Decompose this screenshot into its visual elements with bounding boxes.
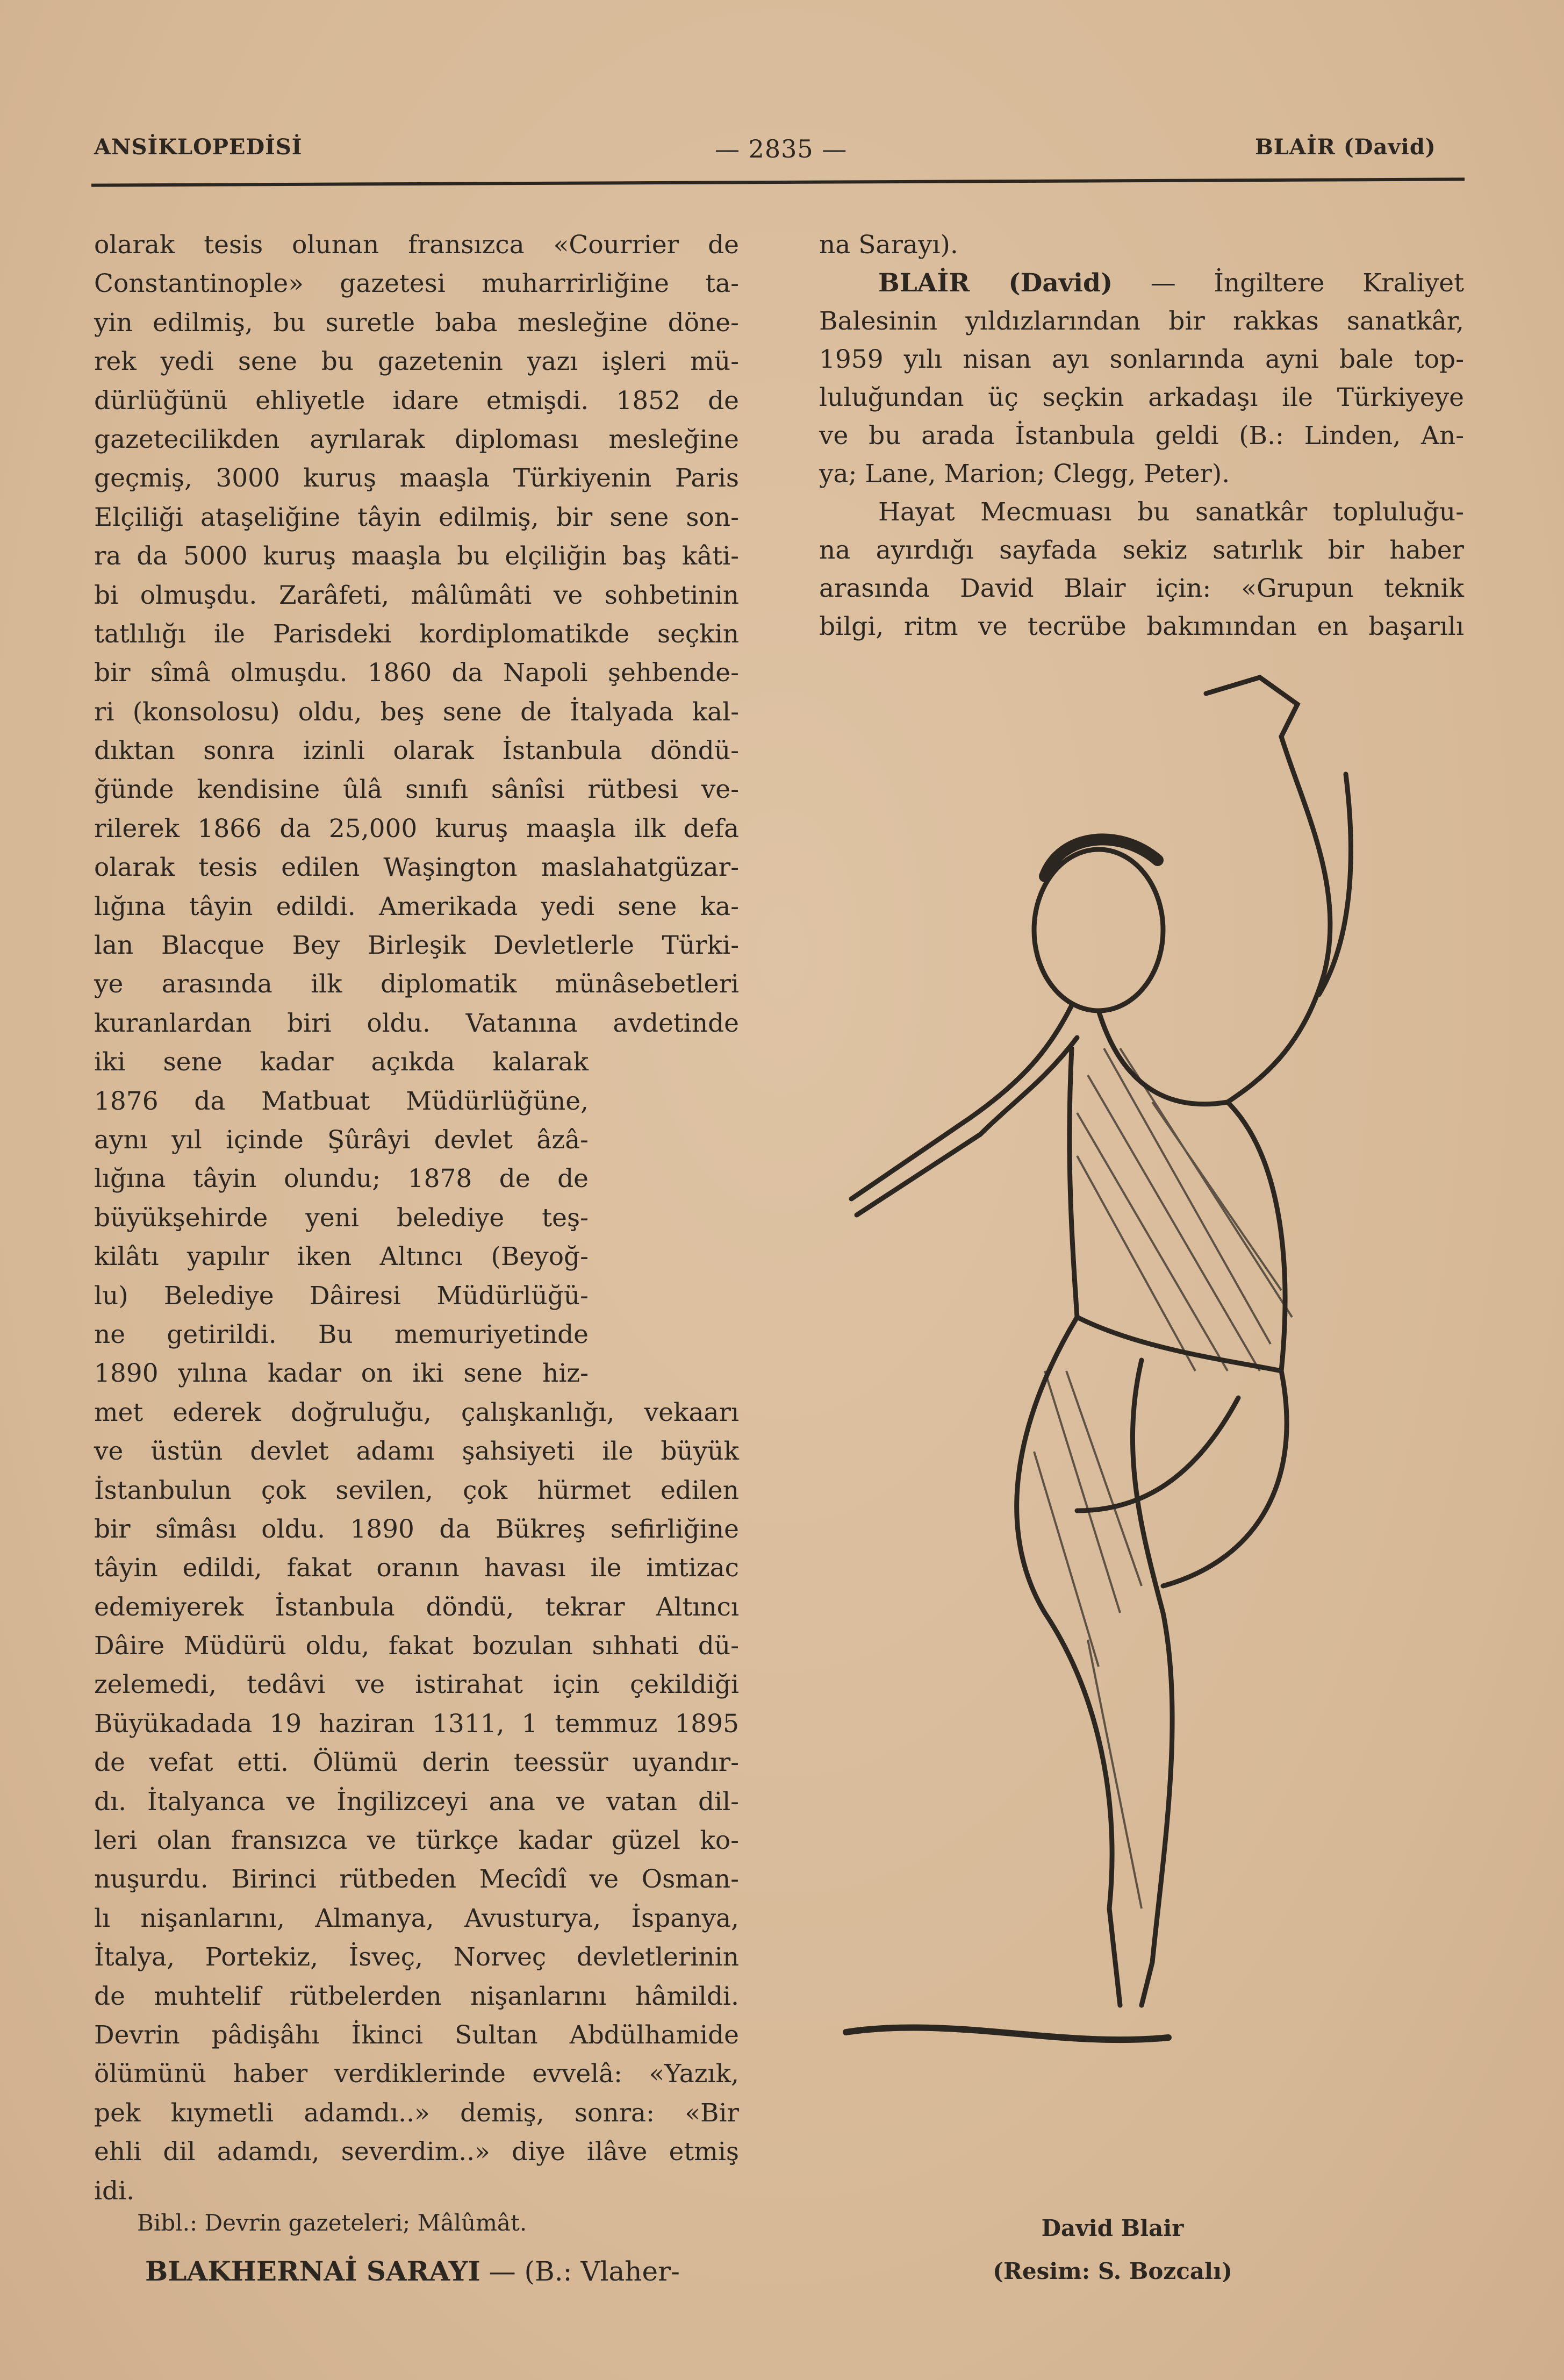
text-line: lan Blacque Bey Birleşik Devletlerle Türki-	[94, 931, 739, 961]
figure-credit: (Resim: S. Bozcalı)	[993, 2258, 1232, 2284]
text-line: ve üstün devlet adamı şahsiyeti ile büyük	[94, 1436, 739, 1467]
text-line: İtalya, Portekiz, İsveç, Norveç devletlerinin	[94, 1942, 739, 1972]
text-line: bi olmuşdu. Zarâfeti, mâlûmâti ve sohbetinin	[94, 580, 739, 610]
text-line: arasında David Blair için: «Grupun teknik	[819, 574, 1464, 603]
text-line: Balesinin yıldızlarından bir rakkas sanatkâr,	[819, 306, 1464, 336]
text-line: bir sîmâ olmuşdu. 1860 da Napoli şehbende-	[94, 658, 739, 688]
entry-title: BLAİR (David)	[878, 268, 1113, 298]
text-line: kuranlardan biri oldu. Vatanına avdetinde	[94, 1008, 739, 1038]
figure-caption: David Blair	[1041, 2215, 1184, 2241]
text-line: olarak tesis edilen Waşington maslahatgüzar-	[94, 853, 739, 883]
next-entry	[145, 2255, 680, 2287]
text-line: ne getirildi. Bu memuriyetinde	[94, 1319, 589, 1349]
right-column	[819, 226, 1464, 646]
text-line: nuşurdu. Birinci rütbeden Mecîdî ve Osman-	[94, 1864, 739, 1895]
text-line: büyükşehirde yeni belediye teş-	[94, 1203, 589, 1233]
text-line: Constantinople» gazetesi muharrirliğine ta-	[94, 269, 739, 299]
text-line: kilâtı yapılır iken Altıncı (Beyoğ-	[94, 1242, 589, 1272]
text-line: de vefat etti. Ölümü derin teessür uyandır-	[94, 1748, 739, 1778]
text-line: ölümünü haber verdiklerinde evvelâ: «Yazık,	[94, 2059, 739, 2089]
text-line: olarak tesis olunan fransızca «Courrier de	[94, 230, 739, 260]
text-line: iki sene kadar açıkda kalarak	[94, 1047, 589, 1077]
text-line: met ederek doğruluğu, çalışkanlığı, vekaarı	[94, 1397, 739, 1427]
text-line: edemiyerek İstanbula döndü, tekrar Altıncı	[94, 1592, 739, 1622]
text-line: de muhtelif rütbelerden nişanlarını hâmildi.	[94, 1981, 739, 2011]
text-line: zelemedi, tedâvi ve istirahat için çekildiği	[94, 1670, 739, 1700]
next-entry-title: BLAKHERNAİ SARAYI	[145, 2255, 480, 2287]
text-line: gazetecilikden ayrılarak diploması mesleğine	[94, 424, 739, 454]
text-line: Hayat Mecmuası bu sanatkâr topluluğu-	[878, 497, 1464, 527]
page-number: — 2835 —	[715, 134, 848, 163]
text-line: ehli dil adamdı, severdim..» diye ilâve etmiş	[94, 2137, 739, 2167]
text-line: ya; Lane, Marion; Clegg, Peter).	[819, 459, 1230, 489]
text-line: bilgi, ritm ve tecrübe bakımından en başarılı	[819, 612, 1464, 641]
text-line: bir sîmâsı oldu. 1890 da Bükreş sefirliğine	[94, 1514, 739, 1544]
text-line: lu) Belediye Dâiresi Müdürlüğü-	[94, 1281, 589, 1311]
text-line: tatlılığı ile Parisdeki kordiplomatikde seçkin	[94, 619, 739, 649]
head	[1034, 849, 1163, 1011]
text-line: 1959 yılı nisan ayı sonlarında ayni bale top-	[819, 345, 1464, 374]
text-line: luluğundan üç seçkin arkadaşı ile Türkiyeye	[819, 383, 1464, 412]
text-line: İstanbulun çok sevilen, çok hürmet edilen	[94, 1475, 739, 1505]
header-encyclopedia: ANSİKLOPEDİSİ	[94, 134, 303, 160]
text-line: aynı yıl içinde Şûrâyi devlet âzâ-	[94, 1125, 589, 1155]
text-line: leri olan fransızca ve türkçe kadar güzel ko-	[94, 1826, 739, 1856]
text-line: yin edilmiş, bu suretle baba mesleğine döne-	[94, 308, 739, 338]
text-line: ra da 5000 kuruş maaşla bu elçiliğin baş kâti-	[94, 541, 739, 571]
raised-leg	[1163, 1371, 1287, 1586]
dancer-illustration	[819, 672, 1464, 2231]
text-line: lı nişanlarını, Almanya, Avusturya, İspanya,	[94, 1903, 739, 1933]
text-line: dürlüğünü ehliyetle idare etmişdi. 1852 de	[94, 385, 739, 416]
text-line: tâyin edildi, fakat oranın havası ile imtizac	[94, 1553, 739, 1583]
entry-heading-line	[819, 264, 1464, 302]
right-lines	[819, 302, 1464, 646]
text-line: ye arasında ilk diplomatik münâsebetleri	[94, 969, 739, 999]
text-line: 1890 yılına kadar on iki sene hiz-	[94, 1359, 589, 1389]
text-line: na ayırdığı sayfada sekiz satırlık bir haber	[819, 535, 1464, 565]
text-line: Devrin pâdişâhı İkinci Sultan Abdülhamide	[94, 2020, 739, 2050]
text-line: lığına tâyin olundu; 1878 de de	[94, 1164, 589, 1194]
ground-shadow	[846, 2027, 1168, 2040]
text-line: ri (konsolosu) oldu, beş sene de İtalyada kal-	[94, 697, 739, 727]
text-line: pek kıymetli adamdı..» demiş, sonra: «Bir	[94, 2098, 739, 2128]
text-line: rilerek 1866 da 25,000 kuruş maaşla ilk defa	[94, 813, 739, 844]
header-entry: BLAİR (David)	[1255, 134, 1436, 160]
raised-hand	[1206, 677, 1297, 737]
text-line: rek yedi sene bu gazetenin yazı işleri mü-	[94, 347, 739, 377]
left-column	[94, 226, 739, 2211]
text-line: dı. İtalyanca ve İngilizceyi ana ve vatan dil-	[94, 1786, 739, 1817]
text-line: na Sarayı).	[819, 230, 958, 260]
extended-arm	[851, 1005, 1072, 1199]
text-line: ve bu arada İstanbula geldi (B.: Linden, An-	[819, 421, 1464, 451]
bibliography: Bibl.: Devrin gazeteleri; Mâlûmât.	[137, 2210, 527, 2236]
text-line: ğünde kendisine ûlâ sınıfı sânîsi rütbesi ve-	[94, 775, 739, 805]
text-span: — İngiltere Kraliyet	[1113, 268, 1464, 298]
torso	[1099, 1011, 1285, 1371]
text-line: 1876 da Matbuat Müdürlüğüne,	[94, 1086, 589, 1116]
text-line: idi.	[94, 2176, 135, 2206]
standing-leg	[1017, 1317, 1112, 1909]
text-line: lığına tâyin edildi. Amerikada yedi sene ka-	[94, 891, 739, 921]
text-line: geçmiş, 3000 kuruş maaşla Türkiyenin Paris	[94, 463, 739, 494]
text-line: Elçiliği ataşeliğine tâyin edilmiş, bir sene son-	[94, 502, 739, 532]
text-line: Büyükadada 19 haziran 1311, 1 temmuz 1895	[94, 1709, 739, 1739]
text-line: dıktan sonra izinli olarak İstanbula döndü-	[94, 736, 739, 766]
text-line: Dâire Müdürü oldu, fakat bozulan sıhhati dü-	[94, 1631, 739, 1661]
next-entry-rest: — (B.: Vlaher-	[480, 2256, 680, 2287]
